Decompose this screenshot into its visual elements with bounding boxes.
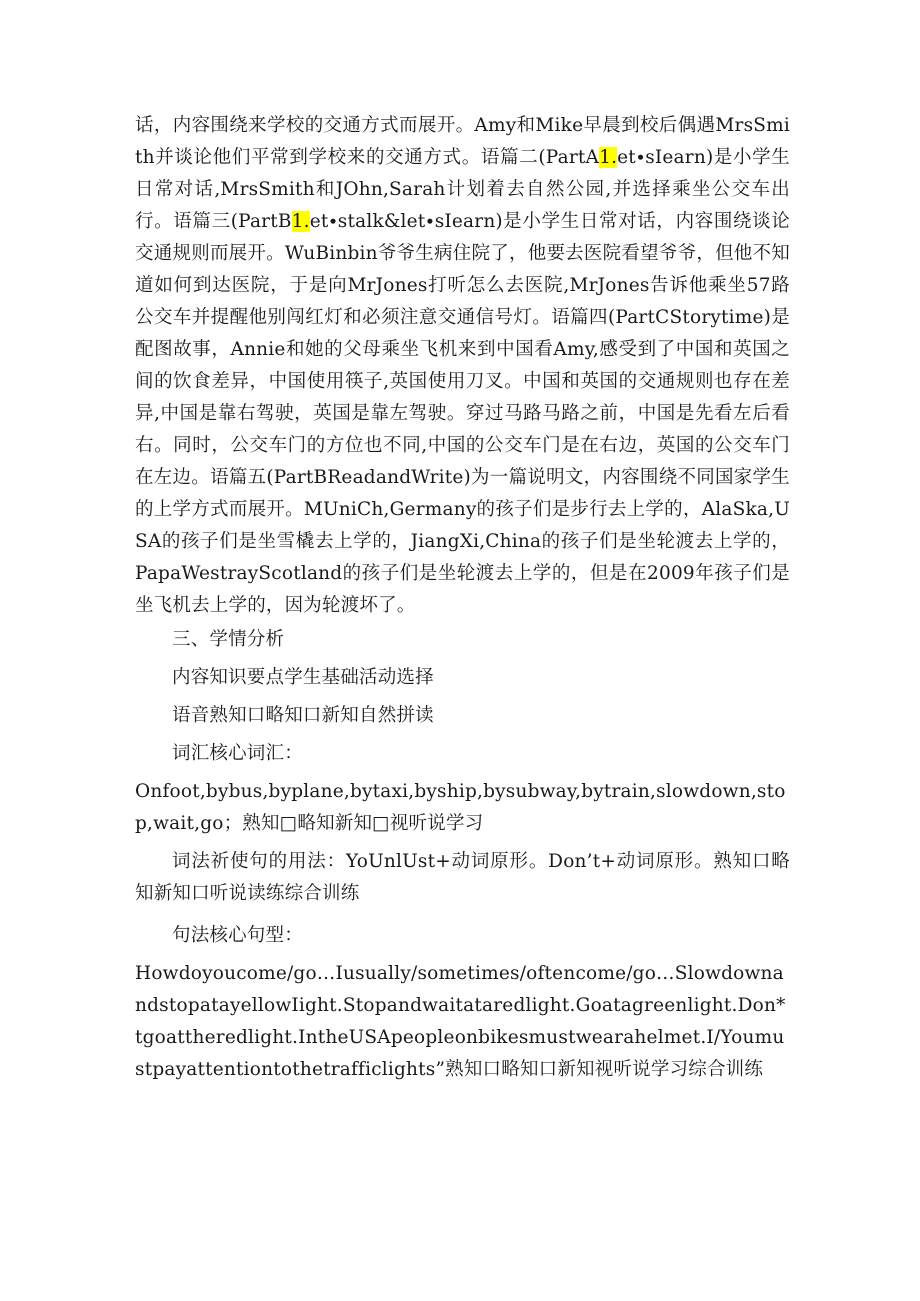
vocabulary-label: 词汇核心词汇： bbox=[172, 743, 303, 764]
table-header-row: 内容知识要点学生基础活动选择 bbox=[172, 667, 434, 688]
paragraph-text-part-c: et∙stalk&let∙sIearn)是小学生日常对话，内容围绕谈论交通规则而展开。WuBinbin爷爷生病住院了，他要去医院看望爷爷，但他不知道如何到达医院，于是向MrJones打听怎么去医院,MrJones告诉他乘坐57路公交车并提醒他别闯红灯和必须注意交通信号灯。语篇四(PartCStorytime)是配图故事，Annie和她的父母乘坐飞机来到中国看Amy,感受到了中国和英国之间的饮食差异，中国使用筷子,英国使用刀叉。中国和英国的交通规则也存在差异,中国是靠右驾驶，英国是靠左驾驶。穿过马路马路之前，中国是先看左后看右。同时，公交车门的方位也不同,中国的公交车门是在右边，英国的公交车门在左边。语篇五(PartBReadandWrite)为一篇说明文，内容围绕不同国家学生的上学方式而展开。MUniCh,Germany的孩子们是步行去上学的，AlaSka,USA的孩子们是坐雪橇去上学的，JiangXi,China的孩子们是坐轮渡去上学的，PapaWestrayScotland的孩子们是坐轮渡去上学的，但是在2009年孩子们是坐飞机去上学的，因为轮渡坏了。 bbox=[135, 211, 790, 616]
paragraph-text-part-b: et∙sIearn)是小学生日常对话,MrsSmith和JOhn,Sarah计划着去自然公园,并选择乘坐公交车出行。语篇三(PartB bbox=[135, 147, 790, 232]
section-heading: 三、学情分析 bbox=[172, 629, 285, 650]
highlighted-text: 1. bbox=[291, 211, 310, 232]
grammar-row: 词法祈使句的用法：YoUnlUst+动词原形。Don’t+动词原形。熟知口略知新知口听说读练综合训练 bbox=[135, 851, 790, 904]
sentence-pattern-content: Howdoyoucome/go…Iusually/sometimes/oftencome/go…SlowdownandstopatayellowIight.Stopandwaitataredlight.Goatagreenlight.Don*tgoattheredlight.IntheUSApeopleonbikesmustwearahelmet.I/Youmustpayattentiontothetrafficlights”熟知口略知口新知视听说学习综合训练 bbox=[135, 963, 786, 1080]
document-body bbox=[135, 110, 790, 1086]
lesson-texts-paragraph bbox=[135, 110, 790, 622]
paragraph-text-part-a: 话，内容围绕来学校的交通方式而展开。Amy和Mike早晨到校后偶遇MrsSmith并谈论他们平常到学校来的交通方式。语篇二(PartA bbox=[135, 115, 790, 168]
sentence-pattern-label: 句法核心句型： bbox=[172, 925, 303, 946]
phonics-row: 语音熟知口略知口新知自然拼读 bbox=[172, 705, 434, 726]
vocabulary-content: Onfoot,bybus,byplane,bytaxi,byship,bysubway,bytrain,slowdown,stop,wait,go；熟知□略知新知□视听说学习 bbox=[135, 781, 786, 834]
highlighted-text: 1. bbox=[599, 147, 618, 168]
